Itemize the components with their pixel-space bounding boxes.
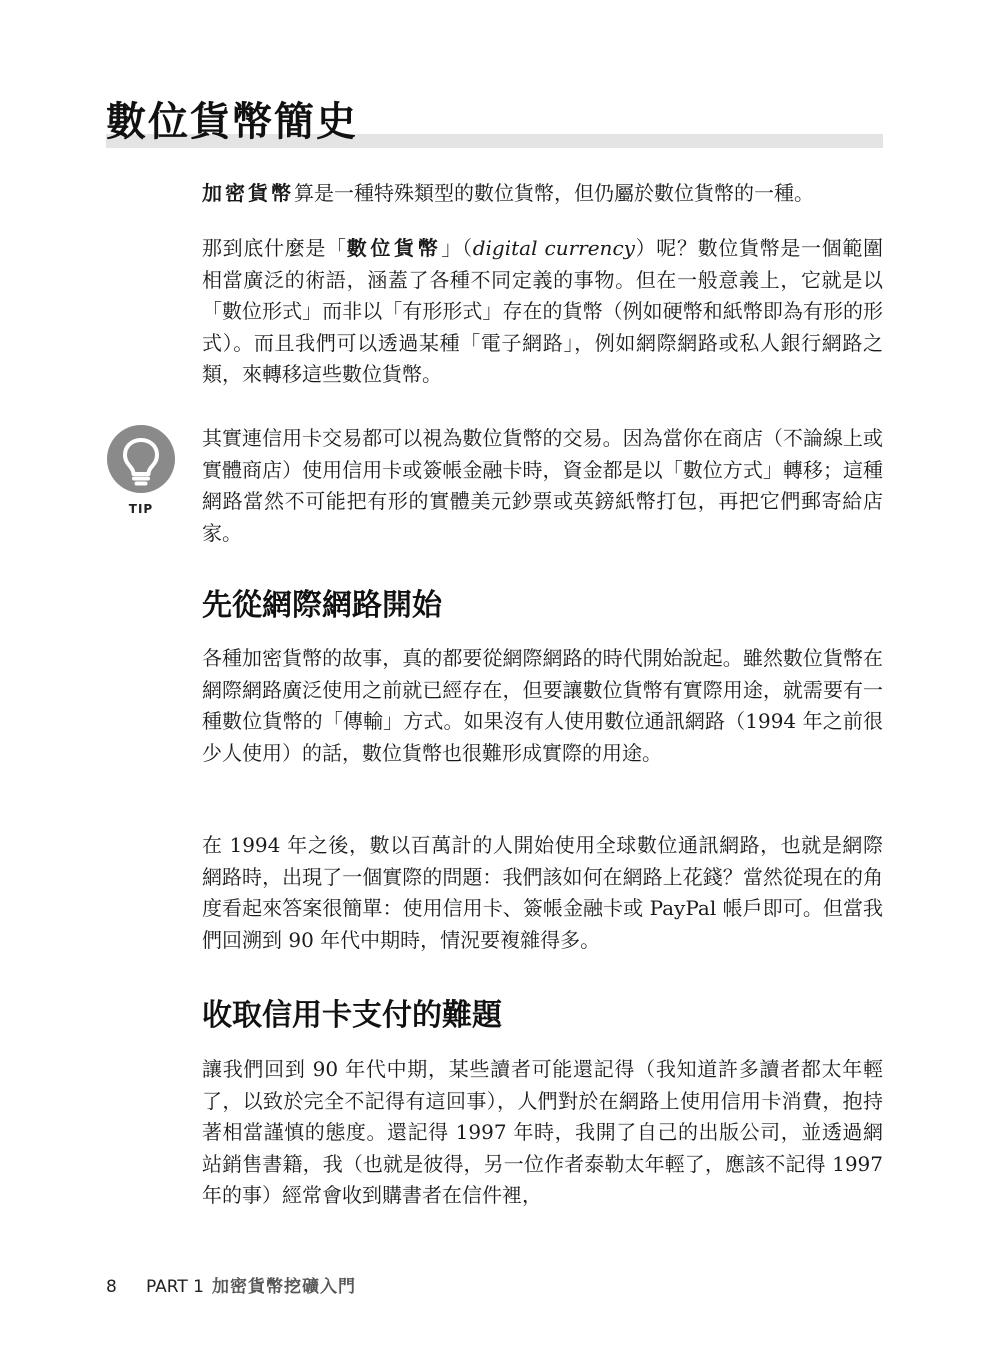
definition-text-before: 那到底什麼是「 bbox=[202, 236, 347, 260]
definition-emphasis: 數位貨幣 bbox=[346, 236, 442, 260]
tip-label: TIP bbox=[128, 502, 154, 516]
definition-text-after: ）呢？數位貨幣是一個範圍相當廣泛的術語，涵蓋了各種不同定義的事物。但在一般意義上，它就是以「數位形式」而非以「有形形式」存在的貨幣（例如硬幣和紙幣即為有形的形式）。而且我們可以透過某種「電子網路」，例如網際網路或私人銀行網路之類，來轉移這些數位貨幣。 bbox=[202, 236, 884, 386]
definition-text-mid: 」（ bbox=[441, 236, 473, 260]
chapter-title: 數位貨幣簡史 bbox=[106, 99, 358, 145]
intro-emphasis: 加密貨幣 bbox=[202, 181, 294, 205]
section-heading-internet: 先從網際網路開始 bbox=[202, 588, 442, 623]
page-number: 8 bbox=[106, 1277, 117, 1297]
part-label: PART 1 bbox=[146, 1277, 204, 1297]
definition-english-term: digital currency bbox=[472, 236, 635, 260]
section-heading-credit-card: 收取信用卡支付的難題 bbox=[202, 998, 502, 1033]
part-name: 加密貨幣挖礦入門 bbox=[211, 1277, 356, 1297]
intro-text: 算是一種特殊類型的數位貨幣，但仍屬於數位貨幣的一種。 bbox=[294, 181, 814, 205]
lightbulb-icon bbox=[106, 424, 176, 494]
intro-paragraph bbox=[202, 178, 883, 210]
tip-paragraph: 其實連信用卡交易都可以視為數位貨幣的交易。因為當你在商店（不論線上或實體商店）使用信用卡或簽帳金融卡時，資金都是以「數位方式」轉移；這種網路當然不可能把有形的實體美元鈔票或英鎊紙幣打包，再把它們郵寄給店家。 bbox=[202, 426, 883, 545]
credit-card-paragraph: 讓我們回到 90 年代中期，某些讀者可能還記得（我知道許多讀者都太年輕了，以致於完全不記得有這回事），人們對於在網路上使用信用卡消費，抱持著相當謹慎的態度。還記得 1997 年時，我開了自己的出版公司，並透過網站銷售書籍，我（也就是彼得，另一位作者泰勒太年輕了，應該不記得 1997 年的事）經常會收到購書者在信件裡， bbox=[202, 1057, 883, 1207]
internet-paragraph-1: 各種加密貨幣的故事，真的都要從網際網路的時代開始說起。雖然數位貨幣在網際網路廣泛使用之前就已經存在，但要讓數位貨幣有實際用途，就需要有一種數位貨幣的「傳輸」方式。如果沒有人使用數位通訊網路（1994 年之前很少人使用）的話，數位貨幣也很難形成實際的用途。 bbox=[202, 646, 883, 765]
definition-paragraph bbox=[202, 233, 883, 391]
internet-paragraph-2: 在 1994 年之後，數以百萬計的人開始使用全球數位通訊網路，也就是網際網路時，出現了一個實際的問題：我們該如何在網路上花錢？當然從現在的角度看起來答案很簡單：使用信用卡、簽帳金融卡或 PayPal 帳戶即可。但當我們回溯到 90 年代中期時，情況要複雜得多。 bbox=[202, 833, 883, 952]
page-footer bbox=[106, 1275, 356, 1299]
